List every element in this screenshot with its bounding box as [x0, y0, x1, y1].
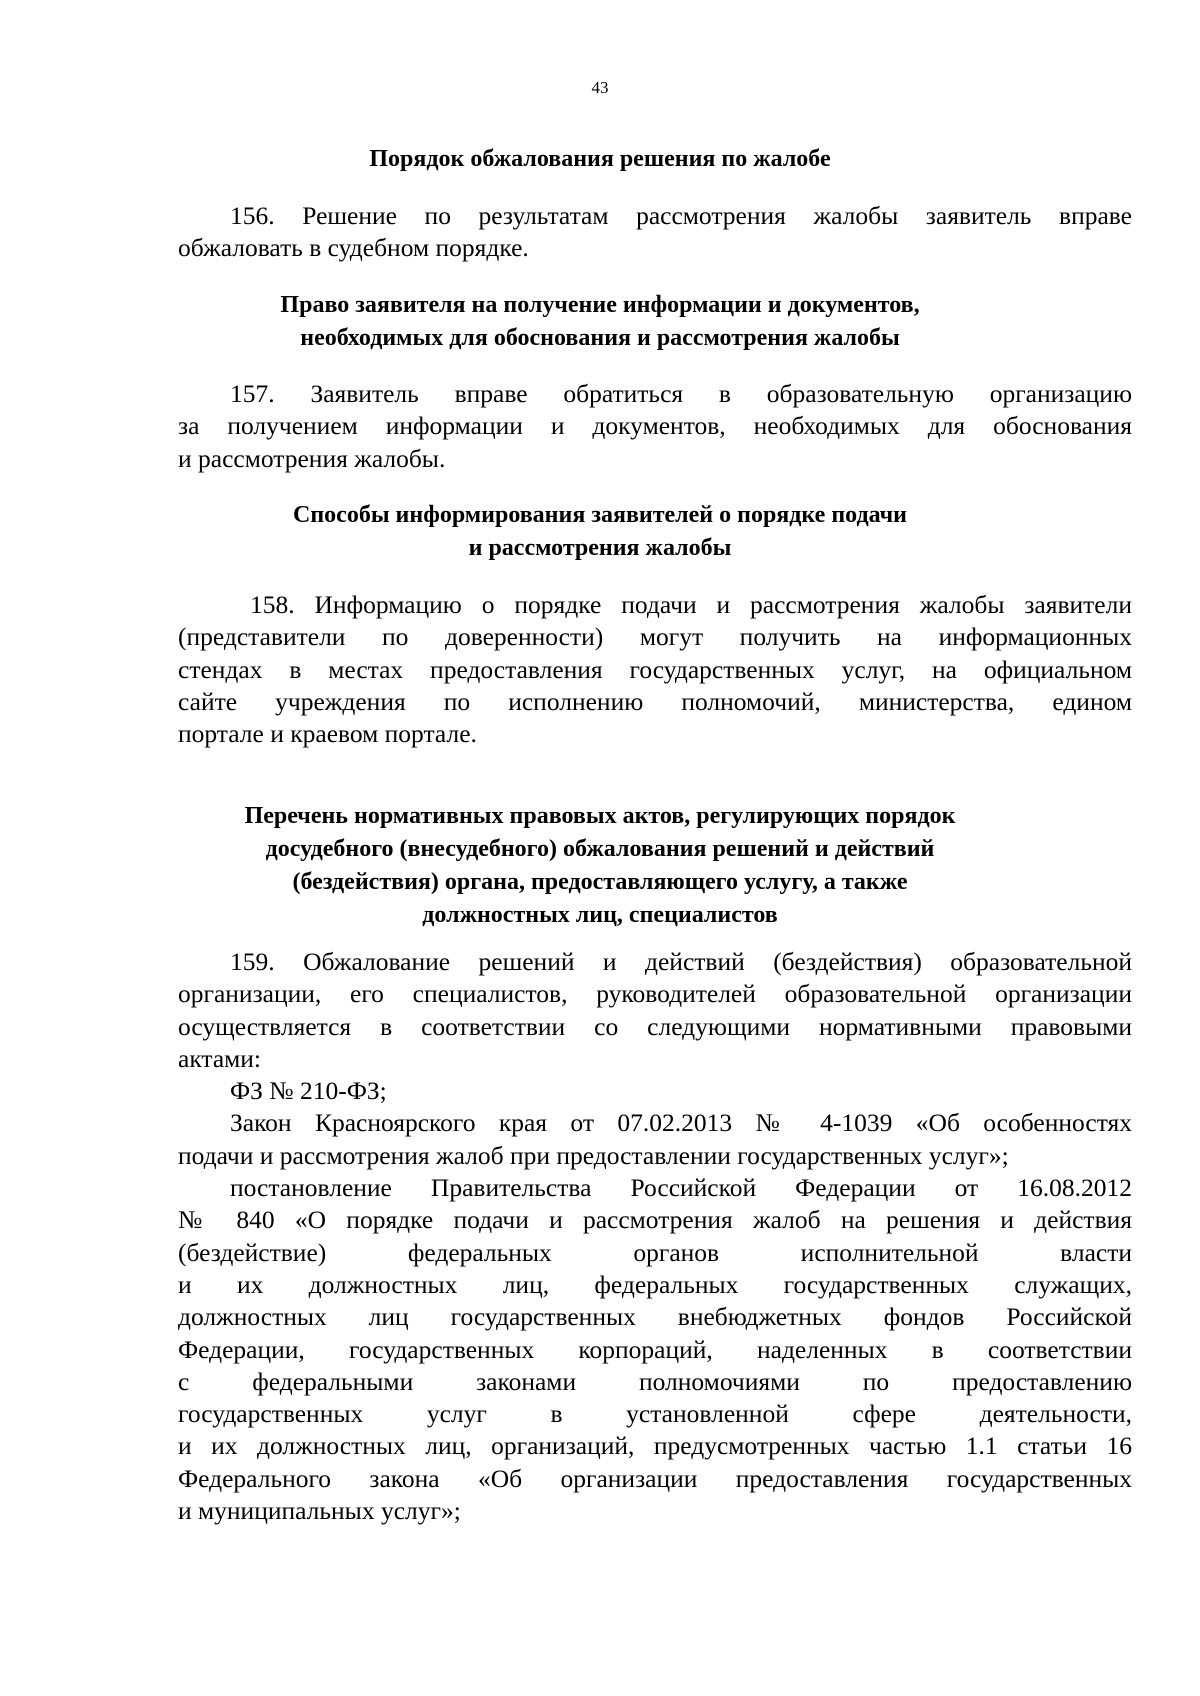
- paragraph-line: и их должностных лиц, организаций, предусмотренных частью 1.1 статьи 16: [178, 1431, 1132, 1461]
- section-heading-right-to-information: [160, 289, 1040, 355]
- paragraph-line: с федеральными законами полномочиями по предоставлению: [178, 1366, 1132, 1396]
- heading-line: (бездействия) органа, предоставляющего услугу, а также: [292, 869, 908, 895]
- paragraph-line: 156. Решение по результатам рассмотрения жалобы заявитель вправе: [230, 201, 1132, 230]
- list-item-fz-210: ФЗ № 210-ФЗ;: [230, 1076, 387, 1106]
- paragraph-line: Федерального закона «Об организации предоставления государственных: [178, 1463, 1132, 1493]
- paragraph-157: [178, 378, 1132, 475]
- paragraph-line: 157. Заявитель вправе обратиться в образовательную организацию: [230, 379, 1132, 408]
- paragraph-156: [178, 200, 1132, 265]
- paragraph-line: Федерации, государственных корпораций, наделенных в соответствии: [178, 1334, 1132, 1364]
- paragraph-line: государственных услуг в установленной сфере деятельности,: [178, 1399, 1132, 1429]
- heading-line: Перечень нормативных правовых актов, регулирующих порядок: [244, 803, 956, 829]
- paragraph-line: (представители по доверенности) могут получить на информационных: [178, 622, 1132, 652]
- paragraph-line: организации, его специалистов, руководителей образовательной организации: [178, 979, 1132, 1009]
- heading-line: Право заявителя на получение информации и документов,: [280, 292, 920, 318]
- heading-line: досудебного (внесудебного) обжалования решений и действий: [265, 836, 935, 862]
- paragraph-line: (бездействие) федеральных органов исполнительной власти: [178, 1237, 1132, 1267]
- paragraph-line: стендах в местах предоставления государственных услуг, на официальном: [178, 654, 1132, 684]
- paragraph-line: актами:: [178, 1043, 262, 1073]
- section-heading-appeal-procedure: [160, 143, 1040, 176]
- section-heading-informing-methods: [160, 499, 1040, 565]
- paragraph-line: портале и краевом портале.: [178, 719, 477, 749]
- heading-line: Способы информирования заявителей о порядке подачи: [293, 502, 907, 528]
- heading-line: Порядок обжалования решения по жалобе: [369, 146, 831, 172]
- paragraph-line: и муниципальных услуг»;: [178, 1496, 461, 1526]
- paragraph-line: обжаловать в судебном порядке.: [178, 233, 529, 263]
- section-heading-legal-acts-list: [160, 800, 1040, 932]
- paragraph-line: и их должностных лиц, федеральных государственных служащих,: [178, 1269, 1132, 1299]
- paragraph-line: за получением информации и документов, необходимых для обоснования: [178, 411, 1132, 441]
- paragraph-line: подачи и рассмотрения жалоб при предоставлении государственных услуг»;: [178, 1140, 1009, 1170]
- paragraph-159: [178, 946, 1132, 1527]
- paragraph-line: постановление Правительства Российской Федерации от 16.08.2012: [230, 1173, 1132, 1203]
- heading-line: должностных лиц, специалистов: [422, 902, 778, 928]
- paragraph-line: должностных лиц государственных внебюджетных фондов Российской: [178, 1302, 1132, 1332]
- paragraph-line: 159. Обжалование решений и действий (бездействия) образовательной: [230, 947, 1132, 976]
- heading-line: необходимых для обоснования и рассмотрения жалобы: [300, 325, 900, 351]
- paragraph-line: осуществляется в соответствии со следующими нормативными правовыми: [178, 1011, 1132, 1041]
- heading-line: и рассмотрения жалобы: [468, 535, 732, 561]
- paragraph-line: сайте учреждения по исполнению полномочий, министерства, едином: [178, 686, 1132, 716]
- paragraph-line: 158. Информацию о порядке подачи и рассмотрения жалобы заявители: [250, 590, 1132, 619]
- paragraph-line: Закон Красноярского края от 07.02.2013 № 4-1039 «Об особенностях: [230, 1108, 1132, 1138]
- paragraph-line: № 840 «О порядке подачи и рассмотрения жалоб на решения и действия: [178, 1205, 1132, 1235]
- paragraph-158: [178, 589, 1132, 750]
- paragraph-line: и рассмотрения жалобы.: [178, 443, 446, 473]
- page-number: 43: [591, 78, 609, 97]
